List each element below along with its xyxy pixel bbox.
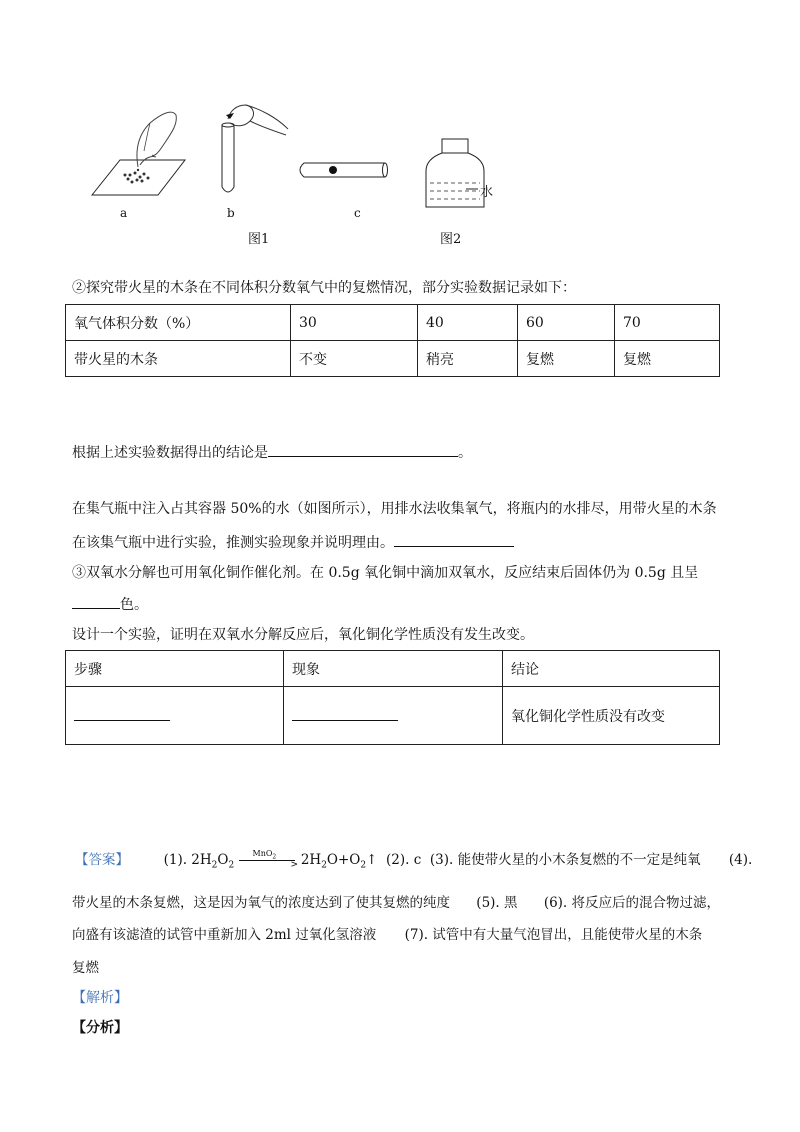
table-cell: 复燃 <box>615 341 720 377</box>
water-label: 水 <box>480 185 494 200</box>
answer-part-1-label: (1). 2H <box>163 852 212 868</box>
q3-line2 <box>72 594 732 615</box>
step-cell <box>66 687 284 745</box>
table-row <box>66 687 720 745</box>
phenomenon-blank[interactable] <box>292 706 398 721</box>
answer-line2 <box>72 893 732 913</box>
conclusion-end: 。 <box>458 445 472 461</box>
figure-c-drawing <box>300 163 388 177</box>
conclusion-cell: 氧化铜化学性质没有改变 <box>503 687 720 745</box>
conclusion-prompt: 根据上述实验数据得出的结论是 <box>72 445 268 461</box>
answer-line4: 复燃 <box>72 960 99 976</box>
q3-line1: ③双氧水分解也可用氧化铜作催化剂。在 0.5g 氧化铜中滴加双氧水，反应结束后固体仍为 0.5g 且呈 <box>72 565 699 581</box>
figure-b-label: b <box>227 206 235 220</box>
answer-line3 <box>72 925 732 945</box>
table-header: 现象 <box>284 651 503 687</box>
color-suffix: 色。 <box>120 597 148 613</box>
oxygen-data-table <box>65 304 720 377</box>
experiment-figure <box>80 95 500 230</box>
table-row <box>66 305 720 341</box>
table-row <box>66 341 720 377</box>
table-cell: 稍亮 <box>418 341 518 377</box>
answer-part-3: (3). 能使带火星的小木条复燃的不一定是纯氧 <box>429 852 701 868</box>
figure-1-caption: 图1 <box>248 232 270 247</box>
q3-design: 设计一个实验，证明在双氧水分解反应后，氧化铜化学性质没有发生改变。 <box>72 627 534 643</box>
scenario-blank[interactable] <box>394 532 514 547</box>
table-cell: 30 <box>291 305 418 341</box>
answer-part-6-cont: 向盛有该滤渣的试管中重新加入 2ml 过氧化氢溶液 <box>72 927 377 943</box>
analysis-tag: 【解析】 <box>72 990 128 1006</box>
figure-2-gas-jar <box>426 139 484 207</box>
table-cell: 70 <box>615 305 720 341</box>
table-cell: 60 <box>518 305 615 341</box>
catalyst-label: MnO <box>252 848 273 858</box>
q2-scenario-line1: 在集气瓶中注入占其容器 50%的水（如图所示），用排水法收集氧气，将瓶内的水排尽，用带火星的木条 <box>72 501 717 517</box>
analysis-subtag: 【分析】 <box>72 1020 128 1036</box>
answer-part-4-text: 带火星的木条复燃，这是因为氧气的浓度达到了使其复燃的纯度 <box>72 895 450 911</box>
answer-part-6: (6). 将反应后的混合物过滤， <box>543 895 721 911</box>
product-a: 2H <box>300 852 322 868</box>
reaction-arrow: MnO$_2$ > <box>239 854 297 868</box>
table-cell: 复燃 <box>518 341 615 377</box>
conclusion-blank[interactable] <box>268 442 458 457</box>
table-cell: 40 <box>418 305 518 341</box>
answer-part-2: (2). c <box>386 852 422 868</box>
figure-a-drawing <box>92 112 185 195</box>
phenomenon-cell <box>284 687 503 745</box>
answer-part-5: (5). 黑 <box>476 895 518 911</box>
experiment-design-table <box>65 650 720 745</box>
gas-arrow: ↑ <box>366 852 378 868</box>
answer-part-7: (7). 试管中有大量气泡冒出，且能使带火星的木条 <box>404 927 703 943</box>
table-header: 步骤 <box>66 651 284 687</box>
q2-conclusion-line <box>72 442 732 463</box>
table-header: 结论 <box>503 651 720 687</box>
answer-line1: 【答案】 (1). $2H_2O_2$ MnO$_2$ > $2H_2O+O_2↑$ (2). c (3). 能使带火星的小木条复燃的不一定是纯氧 (4). <box>75 848 753 871</box>
table-cell: 不变 <box>291 341 418 377</box>
q2-intro: ②探究带火星的木条在不同体积分数氧气中的复燃情况，部分实验数据记录如下： <box>72 280 576 296</box>
product-b: O+O <box>326 852 361 868</box>
q2-scenario-line2 <box>72 532 732 553</box>
figure-b-drawing <box>222 105 288 192</box>
table-cell: 带火星的木条 <box>66 341 291 377</box>
figure-a-label: a <box>120 206 128 220</box>
color-blank[interactable] <box>72 594 120 609</box>
scenario-text: 在该集气瓶中进行实验，推测实验现象并说明理由。 <box>72 535 394 551</box>
answer-tag: 【答案】 <box>75 852 129 868</box>
table-cell: 氧气体积分数（%） <box>66 305 291 341</box>
table-row <box>66 651 720 687</box>
figure-2-caption: 图2 <box>440 232 462 247</box>
step-blank[interactable] <box>74 706 170 721</box>
figure-c-label: c <box>354 206 361 220</box>
answer-part-4-num: (4). <box>728 852 753 868</box>
